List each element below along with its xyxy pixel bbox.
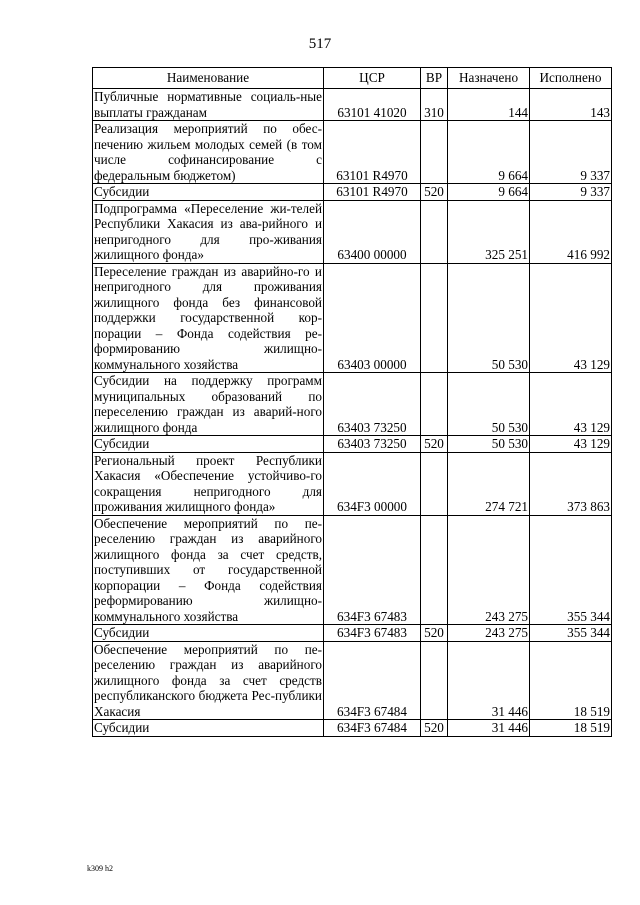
row-csr: 634F3 67484 <box>324 720 421 737</box>
table-row <box>93 184 612 201</box>
row-vr <box>421 200 448 263</box>
row-assigned: 243 275 <box>448 515 530 625</box>
row-vr: 520 <box>421 625 448 642</box>
row-name: Публичные нормативные социаль-ные выплаты гражданам <box>94 89 322 120</box>
budget-table <box>92 67 612 737</box>
row-assigned: 144 <box>448 89 530 121</box>
footer-code: k309 h2 <box>87 864 113 873</box>
table-row <box>93 625 612 642</box>
row-assigned: 31 446 <box>448 720 530 737</box>
row-csr: 634F3 00000 <box>324 452 421 515</box>
row-assigned: 31 446 <box>448 641 530 720</box>
row-executed: 355 344 <box>530 625 612 642</box>
header-name: Наименование <box>93 68 324 89</box>
table-row <box>93 452 612 515</box>
header-executed: Исполнено <box>530 68 612 89</box>
row-vr: 520 <box>421 436 448 453</box>
row-csr: 63101 R4970 <box>324 184 421 201</box>
table-row <box>93 89 612 121</box>
row-assigned: 325 251 <box>448 200 530 263</box>
row-executed: 373 863 <box>530 452 612 515</box>
row-assigned: 9 664 <box>448 121 530 184</box>
row-csr: 63101 41020 <box>324 89 421 121</box>
row-name: Субсидии <box>93 625 324 642</box>
row-name: Реализация мероприятий по обес-печению жильем молодых семей (в том числе софинансирование с федеральным бюджетом) <box>94 121 322 183</box>
row-vr <box>421 641 448 720</box>
row-executed: 355 344 <box>530 515 612 625</box>
header-vr: ВР <box>421 68 448 89</box>
table-row <box>93 515 612 625</box>
table-row <box>93 436 612 453</box>
header-assigned: Назначено <box>448 68 530 89</box>
row-assigned: 50 530 <box>448 263 530 373</box>
row-name: Региональный проект Республики Хакасия «Обеспечение устойчиво-го сокращения непригодного для проживания жилищного фонда» <box>94 452 322 514</box>
table-row <box>93 200 612 263</box>
row-vr <box>421 121 448 184</box>
row-name: Субсидии <box>93 436 324 453</box>
row-name: Обеспечение мероприятий по пе-реселению граждан из аварийного жилищного фонда за счет средств республиканского бюджета Рес-публики Хакасия <box>94 641 322 719</box>
row-executed: 143 <box>530 89 612 121</box>
row-csr: 63403 00000 <box>324 263 421 373</box>
table-row <box>93 720 612 737</box>
row-vr <box>421 373 448 436</box>
table-row <box>93 641 612 720</box>
row-assigned: 274 721 <box>448 452 530 515</box>
row-executed: 18 519 <box>530 720 612 737</box>
header-csr: ЦСР <box>324 68 421 89</box>
row-vr: 520 <box>421 720 448 737</box>
row-vr <box>421 263 448 373</box>
row-executed: 9 337 <box>530 184 612 201</box>
row-name: Обеспечение мероприятий по пе-реселению граждан из аварийного жилищного фонда за счет средств, поступивших от государственной корпорации – Фонда содействия реформированию жилищно-коммунального хозяйства <box>94 515 322 624</box>
row-vr: 310 <box>421 89 448 121</box>
row-name: Субсидии <box>93 720 324 737</box>
row-executed: 43 129 <box>530 436 612 453</box>
row-name: Субсидии <box>93 184 324 201</box>
row-name: Субсидии на поддержку программ муниципальных образований по переселению граждан из аварий-ного жилищного фонда <box>94 373 322 435</box>
row-csr: 63101 R4970 <box>324 121 421 184</box>
row-vr <box>421 515 448 625</box>
row-name: Подпрограмма «Переселение жи-телей Республики Хакасия из ава-рийного и непригодного для про-живания жилищного фонда» <box>94 200 322 262</box>
row-vr: 520 <box>421 184 448 201</box>
row-assigned: 243 275 <box>448 625 530 642</box>
row-vr <box>421 452 448 515</box>
row-csr: 634F3 67483 <box>324 515 421 625</box>
table-header-row <box>93 68 612 89</box>
row-executed: 416 992 <box>530 200 612 263</box>
row-assigned: 9 664 <box>448 184 530 201</box>
table-row <box>93 373 612 436</box>
row-csr: 63403 73250 <box>324 373 421 436</box>
row-executed: 43 129 <box>530 373 612 436</box>
row-csr: 63403 73250 <box>324 436 421 453</box>
row-executed: 18 519 <box>530 641 612 720</box>
page-number: 517 <box>308 36 332 52</box>
row-executed: 9 337 <box>530 121 612 184</box>
table-row <box>93 121 612 184</box>
row-assigned: 50 530 <box>448 373 530 436</box>
row-csr: 63400 00000 <box>324 200 421 263</box>
row-name: Переселение граждан из аварийно-го и непригодного для проживания жилищного фонда без финансовой поддержки государственной кор-порации – Фонда содействия ре-формированию жилищно-коммунального хозяйства <box>94 263 322 372</box>
row-executed: 43 129 <box>530 263 612 373</box>
table-row <box>93 263 612 373</box>
row-csr: 634F3 67483 <box>324 625 421 642</box>
row-assigned: 50 530 <box>448 436 530 453</box>
row-csr: 634F3 67484 <box>324 641 421 720</box>
